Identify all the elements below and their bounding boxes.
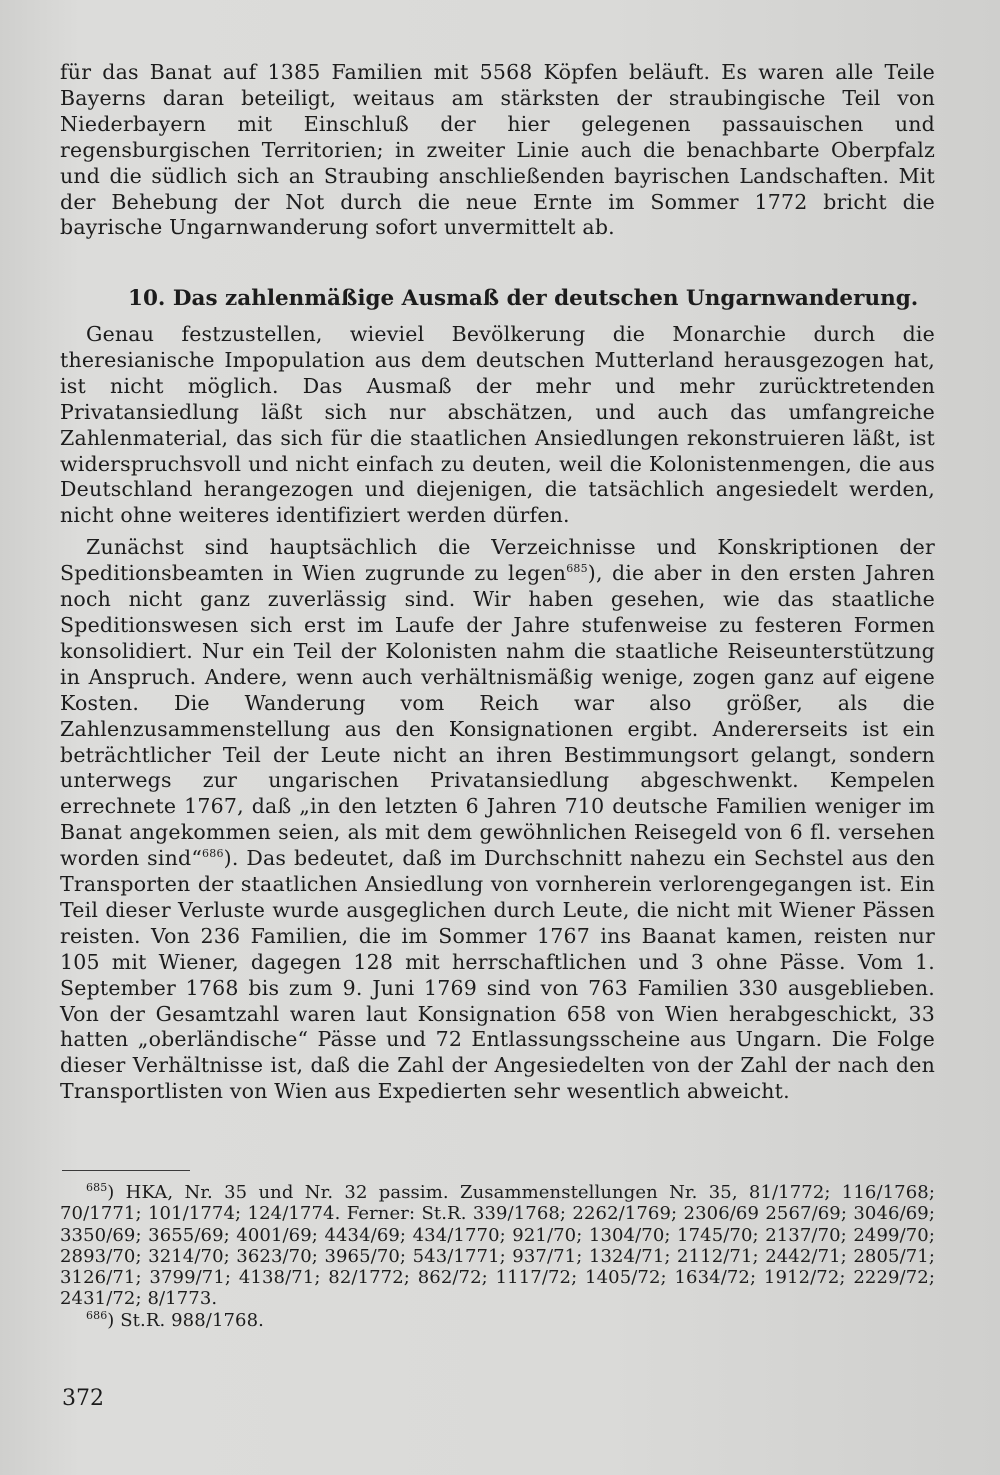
intro-paragraph: für das Banat auf 1385 Familien mit 5568 Köpfen beläuft. Es waren alle Teile Bayerns daran beteiligt, weitaus am stärksten der straubingische Teil von Niederbayern mit Einschluß der hier gelegenen passauischen und regensburgischen Territorien; in zweiter Linie auch die benachbarte Oberpfalz und die südlich sich an Straubing anschließenden bayrischen Landschaften. Mit der Behebung der Not durch die neue Ernte im Sommer 1772 bricht die bayrische Ungarnwanderung sofort unvermittelt ab. (60, 60, 935, 240)
footnote-ref-686[interactable]: 686 (202, 847, 224, 861)
footnote-divider (62, 1170, 190, 1171)
page-number: 372 (62, 1386, 104, 1411)
intro-block (60, 60, 935, 241)
footnote-685-text: ) HKA, Nr. 35 und Nr. 32 passim. Zusammenstellungen Nr. 35, 81/1772; 116/1768; 70/1771; 101/1774; 124/1774. Ferner: St.R. 339/1768; 2262/1769; 2306/69 2567/69; 3046/69; 3350/69; 3655/69; 4001/69; 4434/69; 434/1770; 921/70; 1304/70; 1745/70; 2137/70; 2499/70; 2893/70; 3214/70; 3623/70; 3965/70; 543/1771; 937/71; 1324/71; 2112/71; 2442/71; 2805/71; 3126/71; 3799/71; 4138/71; 82/1772; 862/72; 1117/72; 1405/72; 1634/72; 1912/72; 2229/72; 2431/72; 8/1773. (60, 1182, 935, 1310)
footnote-ref-685[interactable]: 685 (566, 562, 588, 576)
footnotes-block (60, 1182, 935, 1331)
footnote-685-number: 685 (86, 1181, 108, 1194)
footnote-686-number: 686 (86, 1308, 108, 1322)
body-paragraph-2 (60, 535, 935, 1105)
footnote-685 (60, 1182, 935, 1310)
footnote-686 (60, 1310, 935, 1331)
section-heading: 10. Das zahlenmäßige Ausmaß der deutschen Ungarnwanderung. (128, 286, 919, 311)
body-paragraph-1: Genau festzustellen, wieviel Bevölkerung die Monarchie durch die theresianische Impopulation aus dem deutschen Mutterland herausgezogen hat, ist nicht möglich. Das Ausmaß der mehr und mehr zurücktretenden Privatansiedlung läßt sich nur abschätzen, und auch das umfangreiche Zahlenmaterial, das sich für die staatlichen Ansiedlungen rekonstruieren läßt, ist widerspruchsvoll und nicht einfach zu deuten, weil die Kolonistenmengen, die aus Deutschland herangezogen und diejenigen, die tatsächlich angesiedelt werden, nicht ohne weiteres identifiziert werden dürfen. (60, 322, 935, 528)
footnote-686-text: ) St.R. 988/1768. (107, 1309, 264, 1331)
paragraph-2-text-c: ). Das bedeutet, daß im Durchschnitt nahezu ein Sechstel aus den Transporten der staatlichen Ansiedlung von vornherein verlorengegangen ist. Ein Teil dieser Verluste wurde ausgeglichen durch Leute, die nicht mit Wiener Pässen reisten. Von 236 Familien, die im Sommer 1767 ins Baanat kamen, reisten nur 105 mit Wiener, dagegen 128 mit herrschaftlichen und 3 ohne Pässe. Vom 1. September 1768 bis zum 9. Juni 1769 sind von 763 Familien 330 ausgeblieben. Von der Gesamtzahl waren laut Konsignation 658 von Wien herabgeschickt, 33 hatten „oberländische“ Pässe und 72 Entlassungsscheine aus Ungarn. Die Folge dieser Verhältnisse ist, daß die Zahl der Angesiedelten von der Zahl der nach den Transportlisten von Wien aus Expedierten sehr wesentlich abweicht. (60, 846, 936, 1104)
paragraph-2-text-b: ), die aber in den ersten Jahren noch nicht ganz zuverlässig sind. Wir haben gesehen, wie das staatliche Speditionswesen sich erst im Laufe der Jahre stufenweise zu festeren Formen konsolidiert. Nur ein Teil der Kolonisten nahm die staatliche Reiseunterstützung in Anspruch. Andere, wenn auch verhältnismäßig wenige, zogen ganz auf eigene Kosten. Die Wanderung vom Reich war also größer, als die Zahlenzusammenstellung aus den Konsignationen ergibt. Andererseits ist ein beträchtlicher Teil der Leute nicht an ihren Bestimmungsort gelangt, sondern unterwegs zur ungarischen Privatansiedlung abgeschwenkt. Kempelen errechnete 1767, daß „in den letzten 6 Jahren 710 deutsche Familien weniger im Banat angekommen seien, als mit dem gewöhnlichen Reisegeld von 6 fl. versehen worden sind“ (60, 561, 935, 871)
paragraph-2-text-a: Zunächst sind hauptsächlich die Verzeichnisse und Konskriptionen der Speditionsbeamten in Wien zugrunde zu legen (60, 535, 935, 586)
body-block (60, 322, 935, 1105)
